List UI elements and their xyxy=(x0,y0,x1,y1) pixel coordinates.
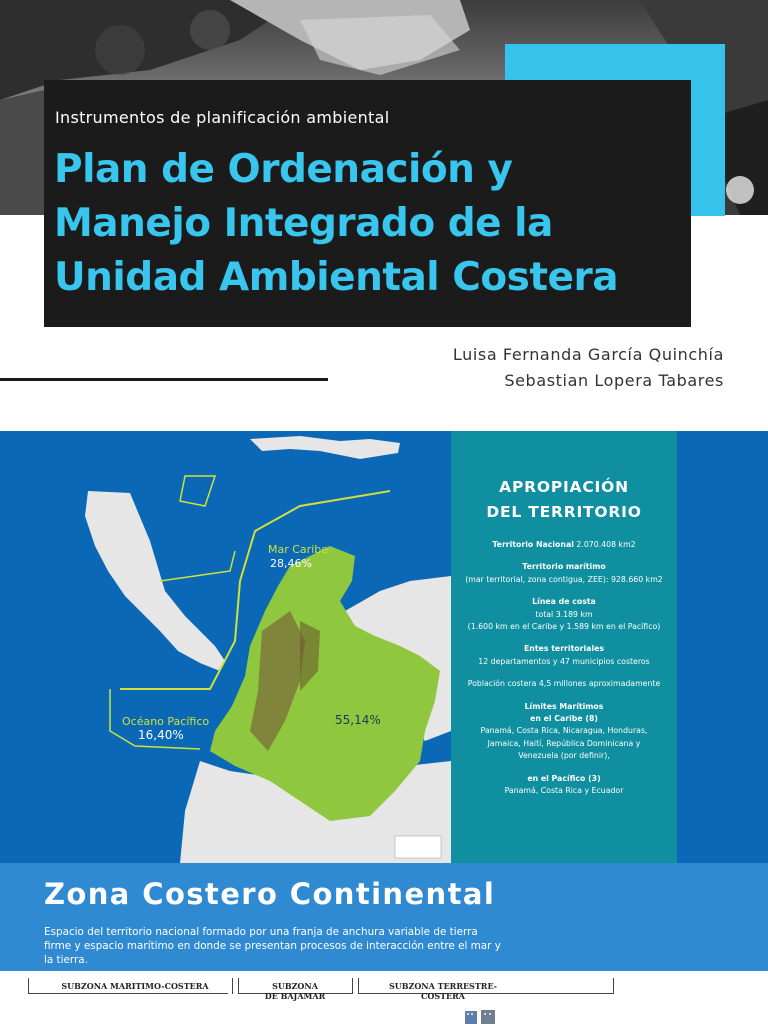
info-label: en el Pacífico (3) xyxy=(527,773,601,783)
info-value: 12 departamentos y 47 municipios costeros xyxy=(478,656,650,666)
kicker-text: Instrumentos de planificación ambiental xyxy=(55,108,390,127)
info-label: en el Caribe (8) xyxy=(530,714,598,724)
info-item xyxy=(457,596,671,633)
subzone-bajamar-line: SUBZONA xyxy=(272,981,318,991)
info-label: Entes territoriales xyxy=(523,644,605,654)
caribbean-islands xyxy=(250,436,400,459)
title-line: Plan de Ordenación y xyxy=(54,147,513,192)
zona-description-line: Espacio del territorio nacional formado por una franja de anchura variable de tierra xyxy=(44,926,478,938)
info-value: Panamá, Costa Rica, Nicaragua, Honduras, xyxy=(480,726,648,736)
info-title-line: APROPIACIÓN xyxy=(499,478,629,496)
zona-title: Zona Costero Continental xyxy=(44,877,496,911)
info-value: 2.070.408 km2 xyxy=(576,540,636,549)
zona-description-line: firme y espacio marítimo en donde se presentan procesos de interacción entre el mar y xyxy=(44,940,501,952)
info-title xyxy=(451,475,677,525)
info-item xyxy=(457,561,671,586)
info-item xyxy=(457,773,671,798)
subzone-terrestre-label: SUBZONA TERRESTRE-COSTERA xyxy=(388,981,498,1001)
central-america-land xyxy=(85,491,225,671)
map-percent-label: 55,14% xyxy=(335,713,381,727)
subzone-tick xyxy=(613,978,614,994)
subzone-tick xyxy=(232,978,233,994)
maritime-boundary xyxy=(160,551,235,581)
info-label: Línea de costa xyxy=(532,597,596,607)
info-value: (mar territorial, zona contigua, ZEE): 928.660 km2 xyxy=(465,574,663,584)
author-name: Sebastian Lopera Tabares xyxy=(504,371,724,390)
title-line: Unidad Ambiental Costera xyxy=(54,255,619,300)
info-value: Venezuela (por definir), xyxy=(518,751,610,761)
info-item xyxy=(457,701,671,763)
zona-description xyxy=(44,925,534,967)
map-ocean-label: Océano Pacífico xyxy=(122,715,210,728)
info-body xyxy=(457,539,671,798)
info-label: Territorio marítimo xyxy=(522,562,606,572)
subzone-tick xyxy=(352,978,353,994)
map-legend xyxy=(395,836,441,858)
map-percent-label: 28,46% xyxy=(270,557,312,570)
zona-description-line: la tierra. xyxy=(44,954,88,966)
info-item xyxy=(457,643,671,668)
divider-line xyxy=(0,378,328,381)
info-item xyxy=(457,678,671,690)
map-percent-label: 16,40% xyxy=(138,728,184,742)
subzone-maritimo-label: SUBZONA MARITIMO-COSTERA xyxy=(61,981,209,991)
info-panel xyxy=(451,431,677,863)
subzone-tick xyxy=(28,978,29,994)
zona-section xyxy=(0,863,768,971)
subzone-bajamar-label xyxy=(250,981,340,1001)
info-value: total 3.189 km xyxy=(535,609,593,619)
info-label: Territorio Nacional xyxy=(492,540,574,549)
info-value: Panamá, Costa Rica y Ecuador xyxy=(504,786,624,796)
info-value: Jamaica, Haití, República Dominicana y xyxy=(487,738,641,748)
map-sea-label: Mar Caribe xyxy=(268,543,329,556)
subzone-bajamar-line: DE BAJAMAR xyxy=(264,991,326,1001)
subzone-line xyxy=(28,993,228,994)
archipelago-area xyxy=(180,476,215,506)
subzone-tick xyxy=(358,978,359,994)
info-label: Límites Marítimos xyxy=(524,701,604,711)
colombia-maritime-map xyxy=(0,431,451,863)
info-title-line: DEL TERRITORIO xyxy=(486,503,642,521)
info-value: (1.600 km en el Caribe y 1.589 km en el Pacífico) xyxy=(467,622,661,632)
info-value: Población costera 4,5 millones aproximadamente xyxy=(467,679,661,689)
info-item xyxy=(457,539,671,551)
subzone-tick xyxy=(238,978,239,994)
main-title xyxy=(54,143,694,305)
author-name: Luisa Fernanda García Quinchía xyxy=(452,345,724,364)
title-line: Manejo Integrado de la xyxy=(54,201,553,246)
buildings-icon xyxy=(463,1008,503,1024)
